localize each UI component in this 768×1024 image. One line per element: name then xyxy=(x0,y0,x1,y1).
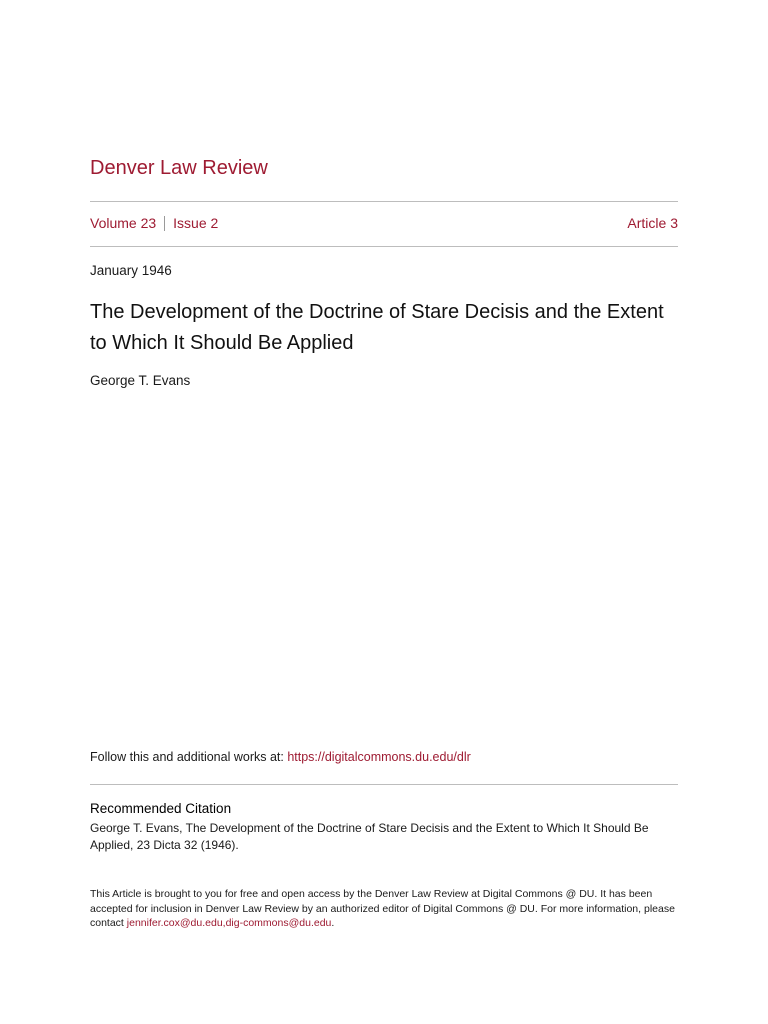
notice-suffix: . xyxy=(331,917,335,929)
collection-link[interactable]: https://digitalcommons.du.edu/dlr xyxy=(287,750,471,764)
follow-prefix: Follow this and additional works at: xyxy=(90,750,288,764)
divider-bottom xyxy=(90,784,678,785)
journal-title-link[interactable]: Denver Law Review xyxy=(90,157,268,179)
follow-line xyxy=(90,750,471,764)
divider-middle xyxy=(90,246,678,247)
publication-date: January 1946 xyxy=(90,263,172,278)
divider-top xyxy=(90,201,678,202)
article-link[interactable]: Article 3 xyxy=(627,215,678,231)
citation-heading: Recommended Citation xyxy=(90,801,232,816)
article-title: The Development of the Doctrine of Stare Decisis and the Extent to Which It Should Be Applied xyxy=(90,301,664,354)
issue-bar xyxy=(90,214,678,232)
citation-text: George T. Evans, The Development of the Doctrine of Stare Decisis and the Extent to Which It Should Be Applied, 23 Dicta 32 (1946). xyxy=(90,821,649,852)
issue-separator xyxy=(164,216,165,231)
access-notice xyxy=(90,887,678,931)
issue-link[interactable]: Issue 2 xyxy=(173,215,219,231)
volume-link[interactable]: Volume 23 xyxy=(90,215,157,231)
contact-email-link[interactable]: jennifer.cox@du.edu,dig-commons@du.edu xyxy=(126,917,332,929)
notice-text: This Article is brought to you for free and open access by the Denver Law Review at Digital Commons @ DU. It has been accepted for inclusion in Denver Law Review by an authorized editor of Digital Commons @ DU. For more information, please contact xyxy=(90,888,675,929)
author-name: George T. Evans xyxy=(90,373,191,388)
